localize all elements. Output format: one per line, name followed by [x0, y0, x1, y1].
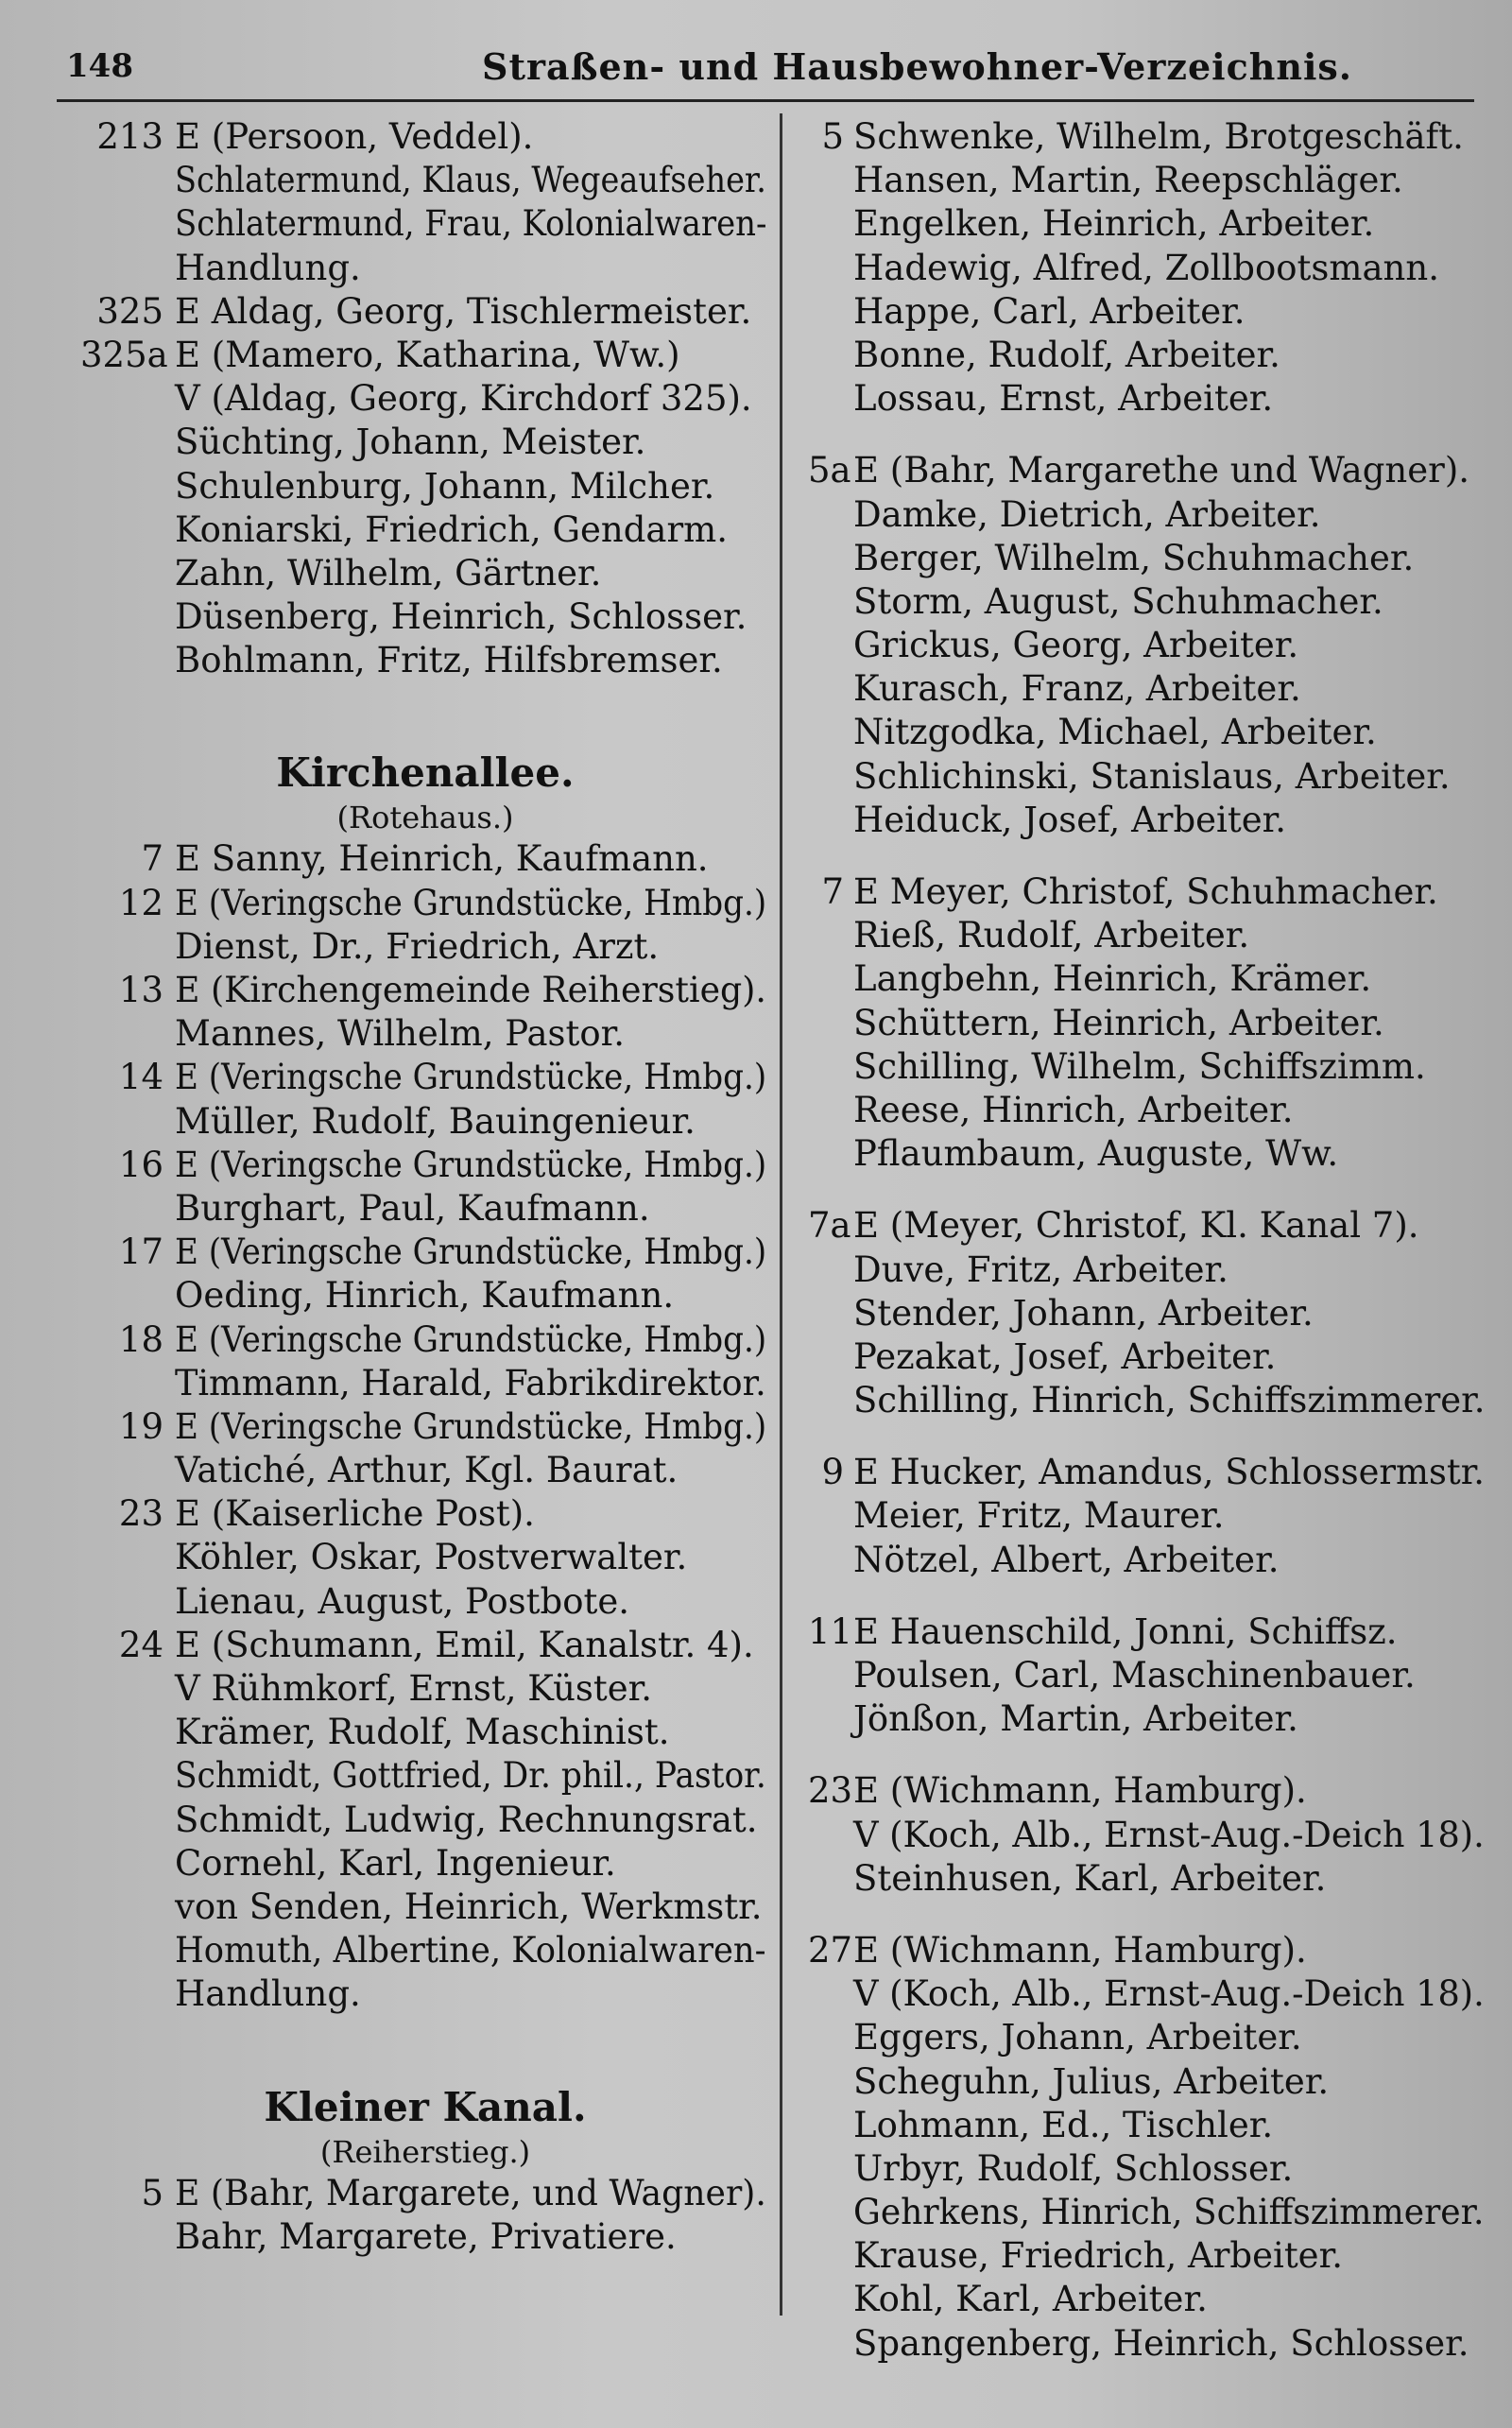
directory-entry	[80, 925, 770, 969]
house-number: 5	[821, 116, 844, 157]
entry-text: E (Persoon, Veddel).	[175, 116, 534, 157]
entry-text: von Senden, Heinrich, Werkmstr.	[175, 1886, 763, 1927]
entry-text: Hadewig, Alfred, Zollbootsmann.	[853, 247, 1439, 288]
entry-text: Lohmann, Ed., Tischler.	[853, 2104, 1274, 2145]
directory-entry	[80, 1929, 770, 1972]
directory-entry	[80, 1012, 770, 1056]
entry-text: Süchting, Johann, Meister.	[175, 422, 646, 463]
left-column	[80, 115, 770, 2259]
entry-text: Oeding, Hinrich, Kaufmann.	[175, 1275, 675, 1317]
directory-entry	[80, 552, 770, 595]
entry-text: Schlatermund, Klaus, Wegeaufseher.	[175, 160, 766, 201]
running-title: Straßen- und Hausbewohner-Verzeichnis.	[482, 45, 1353, 88]
entry-spacer	[808, 842, 1488, 870]
entry-text: Langbehn, Heinrich, Krämer.	[853, 958, 1372, 1000]
house-number: 325a	[80, 334, 168, 375]
entry-text: E (Kirchengemeinde Reiherstieg).	[175, 970, 766, 1010]
directory-entry	[808, 159, 1488, 202]
entry-text: E Sanny, Heinrich, Kaufmann.	[175, 838, 709, 880]
directory-entry	[80, 882, 770, 925]
entry-text: Schlichinski, Stanislaus, Arbeiter.	[853, 755, 1451, 797]
house-number: 18	[118, 1318, 163, 1360]
directory-entry	[808, 755, 1488, 799]
directory-entry	[808, 1769, 1488, 1813]
house-number: 13	[118, 970, 163, 1010]
entry-text: Reese, Hinrich, Arbeiter.	[853, 1089, 1294, 1130]
page-header	[57, 40, 1474, 96]
directory-entry	[80, 1187, 770, 1231]
entry-text: Müller, Rudolf, Bauingenieur.	[175, 1100, 696, 1142]
entry-spacer	[80, 682, 770, 749]
entry-text: E (Veringsche Grundstücke, Hmbg.)	[175, 1405, 767, 1447]
directory-entry	[808, 449, 1488, 492]
entry-text: Koniarski, Friedrich, Gendarm.	[175, 508, 729, 550]
directory-entry	[80, 1624, 770, 1667]
house-number: 325	[96, 290, 163, 332]
entry-text: Schmidt, Ludwig, Rechnungsrat.	[175, 1799, 758, 1840]
house-number: 23	[808, 1770, 853, 1812]
directory-entry	[80, 202, 770, 246]
entry-text: Lossau, Ernst, Arbeiter.	[853, 378, 1274, 420]
entry-text: E (Meyer, Christof, Kl. Kanal 7).	[853, 1205, 1419, 1247]
house-number: 17	[118, 1231, 163, 1273]
directory-entry	[808, 1089, 1488, 1132]
directory-entry	[808, 493, 1488, 537]
directory-entry	[808, 2147, 1488, 2191]
entry-text: Happe, Carl, Arbeiter.	[853, 290, 1246, 332]
directory-entry	[808, 202, 1488, 246]
directory-entry	[808, 2278, 1488, 2321]
directory-entry	[80, 290, 770, 334]
directory-entry	[808, 247, 1488, 290]
directory-entry	[80, 1362, 770, 1405]
entry-text: Schlatermund, Frau, Kolonialwaren-	[175, 203, 767, 245]
directory-entry	[80, 595, 770, 639]
entry-text: Krause, Friedrich, Arbeiter.	[853, 2235, 1343, 2277]
house-number: 16	[118, 1144, 163, 1185]
district-subheading: (Reiherstieg.)	[319, 2133, 531, 2170]
street-heading: Kirchenallee.	[276, 749, 575, 797]
entry-text: E (Bahr, Margarethe und Wagner).	[853, 450, 1470, 491]
entry-text: Stender, Johann, Arbeiter.	[853, 1292, 1314, 1334]
entry-text: Schüttern, Heinrich, Arbeiter.	[853, 1002, 1384, 1043]
directory-entry	[808, 1248, 1488, 1292]
directory-entry	[80, 465, 770, 508]
directory-entry	[80, 247, 770, 290]
entry-text: Düsenberg, Heinrich, Schlosser.	[175, 596, 747, 638]
column-divider	[780, 113, 782, 2316]
page-number: 148	[66, 47, 133, 85]
directory-entry	[80, 421, 770, 464]
house-number: 11	[808, 1610, 853, 1652]
directory-entry	[80, 115, 770, 159]
directory-entry	[808, 1494, 1488, 1538]
directory-entry	[80, 1274, 770, 1317]
directory-entry	[80, 1667, 770, 1711]
entry-text: V Rühmkorf, Ernst, Küster.	[175, 1668, 653, 1709]
house-number: 23	[118, 1493, 163, 1535]
directory-entry	[80, 1318, 770, 1362]
entry-text: Rieß, Rudolf, Arbeiter.	[853, 915, 1250, 956]
entry-text: Schilling, Hinrich, Schiffszimmerer.	[853, 1380, 1486, 1421]
entry-text: Eggers, Johann, Arbeiter.	[853, 2017, 1302, 2058]
entry-spacer	[808, 1582, 1488, 1610]
directory-entry	[808, 115, 1488, 159]
entry-spacer	[808, 1176, 1488, 1204]
entry-text: Vatiché, Arthur, Kgl. Baurat.	[175, 1450, 679, 1491]
entry-text: E (Veringsche Grundstücke, Hmbg.)	[175, 1231, 767, 1273]
directory-entry	[808, 2016, 1488, 2059]
entry-text: Spangenberg, Heinrich, Schlosser.	[853, 2322, 1469, 2364]
directory-entry	[80, 1799, 770, 1842]
entry-text: Nitzgodka, Michael, Arbeiter.	[853, 712, 1377, 753]
entry-text: E (Veringsche Grundstücke, Hmbg.)	[175, 1318, 767, 1360]
entry-text: Damke, Dietrich, Arbeiter.	[853, 493, 1321, 535]
house-number: 27	[808, 1929, 853, 1971]
directory-entry	[808, 377, 1488, 421]
directory-entry	[80, 1842, 770, 1886]
directory-entry	[80, 1580, 770, 1624]
entry-text: E (Kaiserliche Post).	[175, 1493, 535, 1535]
entry-text: Lienau, August, Postbote.	[175, 1580, 629, 1622]
directory-entry	[80, 1711, 770, 1754]
directory-entry	[808, 1610, 1488, 1654]
entry-text: E (Bahr, Margarete, und Wagner).	[175, 2172, 766, 2213]
directory-entry	[808, 624, 1488, 667]
entry-spacer	[808, 421, 1488, 449]
entry-text: V (Koch, Alb., Ernst-Aug.-Deich 18).	[853, 1814, 1485, 1855]
directory-entry	[808, 957, 1488, 1001]
directory-entry	[808, 1132, 1488, 1176]
directory-entry	[80, 1886, 770, 1929]
directory-entry	[80, 2215, 770, 2259]
house-number: 5	[141, 2172, 163, 2213]
entry-text: Köhler, Oskar, Postverwalter.	[175, 1537, 688, 1578]
house-number: 7	[141, 838, 163, 880]
entry-spacer	[808, 1741, 1488, 1769]
entry-text: E (Wichmann, Hamburg).	[853, 1770, 1307, 1812]
entry-text: Urbyr, Rudolf, Schlosser.	[853, 2147, 1294, 2189]
directory-entry	[808, 2191, 1488, 2234]
entry-text: Handlung.	[175, 1973, 361, 2015]
directory-entry	[808, 580, 1488, 624]
entry-text: Hansen, Martin, Reepschläger.	[853, 160, 1403, 201]
entry-text: Storm, August, Schuhmacher.	[853, 580, 1383, 622]
house-number: 12	[118, 882, 163, 923]
directory-entry	[808, 1654, 1488, 1697]
directory-entry	[808, 1204, 1488, 1248]
directory-entry	[808, 1972, 1488, 2016]
entry-text: Pezakat, Josef, Arbeiter.	[853, 1335, 1277, 1377]
entry-text: Dienst, Dr., Friedrich, Arzt.	[175, 925, 660, 967]
house-number: 9	[821, 1452, 844, 1493]
entry-text: Schwenke, Wilhelm, Brotgeschäft.	[853, 116, 1464, 157]
entry-text: E (Veringsche Grundstücke, Hmbg.)	[175, 1144, 767, 1185]
house-number: 7a	[808, 1205, 851, 1247]
directory-entry	[808, 667, 1488, 711]
entry-text: E Hucker, Amandus, Schlossermstr.	[853, 1452, 1485, 1493]
directory-entry	[808, 1379, 1488, 1422]
entry-text: Bonne, Rudolf, Arbeiter.	[853, 334, 1280, 375]
entry-text: Duve, Fritz, Arbeiter.	[853, 1248, 1228, 1290]
directory-entry	[80, 1231, 770, 1274]
directory-entry	[808, 2234, 1488, 2278]
directory-entry	[80, 159, 770, 202]
directory-entry	[808, 1045, 1488, 1089]
entry-text: Mannes, Wilhelm, Pastor.	[175, 1013, 626, 1055]
entry-text: E (Veringsche Grundstücke, Hmbg.)	[175, 1057, 767, 1098]
directory-entry	[808, 711, 1488, 754]
entry-text: E Meyer, Christof, Schuhmacher.	[853, 871, 1438, 912]
entry-text: Jönßon, Martin, Arbeiter.	[853, 1698, 1298, 1740]
entry-text: E (Wichmann, Hamburg).	[853, 1929, 1307, 1971]
directory-entry	[808, 1451, 1488, 1494]
house-number: 14	[118, 1057, 163, 1098]
directory-entry	[80, 1056, 770, 1099]
directory-entry	[808, 1929, 1488, 1972]
entry-text: Meier, Fritz, Maurer.	[853, 1495, 1225, 1537]
house-number: 213	[96, 116, 163, 157]
directory-entry	[80, 639, 770, 682]
entry-text: Krämer, Rudolf, Maschinist.	[175, 1712, 670, 1753]
entry-text: Schilling, Wilhelm, Schiffszimm.	[853, 1045, 1426, 1087]
entry-text: Burghart, Paul, Kaufmann.	[175, 1187, 650, 1229]
entry-text: Zahn, Wilhelm, Gärtner.	[175, 552, 602, 594]
directory-entry	[80, 1492, 770, 1536]
house-number: 7	[821, 871, 844, 912]
directory-entry	[808, 537, 1488, 580]
directory-entry	[808, 1697, 1488, 1741]
entry-text: Kurasch, Franz, Arbeiter.	[853, 668, 1301, 710]
directory-entry	[808, 334, 1488, 377]
entry-text: Scheguhn, Julius, Arbeiter.	[853, 2060, 1330, 2102]
directory-entry	[80, 837, 770, 881]
directory-entry	[80, 1405, 770, 1449]
right-column	[808, 115, 1488, 2366]
directory-entry	[808, 799, 1488, 842]
directory-entry	[80, 1449, 770, 1492]
entry-spacer	[808, 1901, 1488, 1929]
street-heading: Kleiner Kanal.	[264, 2083, 587, 2130]
directory-entry	[80, 2172, 770, 2215]
entry-text: Gehrkens, Hinrich, Schiffszimmerer.	[853, 2192, 1485, 2233]
entry-text: Steinhusen, Karl, Arbeiter.	[853, 1857, 1327, 1899]
directory-entry	[80, 1536, 770, 1579]
entry-text: Timmann, Harald, Fabrikdirektor.	[175, 1362, 766, 1403]
entry-text: Poulsen, Carl, Maschinenbauer.	[853, 1655, 1416, 1696]
entry-text: Bahr, Margarete, Privatiere.	[175, 2215, 677, 2257]
directory-entry	[80, 334, 770, 377]
house-number: 5a	[808, 450, 851, 491]
directory-entry	[80, 1972, 770, 2016]
directory-entry	[808, 1002, 1488, 1045]
entry-text: V (Aldag, Georg, Kirchdorf 325).	[175, 378, 752, 420]
house-number: 19	[118, 1405, 163, 1447]
directory-entry	[808, 2104, 1488, 2147]
entry-text: E Aldag, Georg, Tischlermeister.	[175, 290, 752, 332]
entry-text: E Hauenschild, Jonni, Schiffsz.	[853, 1610, 1398, 1652]
header-rule	[57, 99, 1474, 102]
entry-text: Bohlmann, Fritz, Hilfsbremser.	[175, 640, 723, 681]
entry-text: V (Koch, Alb., Ernst-Aug.-Deich 18).	[853, 1973, 1485, 2015]
directory-entry	[808, 870, 1488, 914]
directory-entry	[808, 1292, 1488, 1335]
entry-text: Engelken, Heinrich, Arbeiter.	[853, 203, 1375, 245]
directory-entry	[80, 1100, 770, 1144]
directory-entry	[80, 1754, 770, 1798]
directory-entry	[808, 290, 1488, 334]
entry-text: E (Veringsche Grundstücke, Hmbg.)	[175, 882, 767, 923]
entry-text: Pflaumbaum, Auguste, Ww.	[853, 1133, 1339, 1175]
entry-text: E (Schumann, Emil, Kanalstr. 4).	[175, 1624, 754, 1665]
entry-text: E (Mamero, Katharina, Ww.)	[175, 334, 680, 375]
directory-entry	[808, 1814, 1488, 1857]
directory-entry	[80, 1144, 770, 1187]
entry-text: Schmidt, Gottfried, Dr. phil., Pastor.	[175, 1755, 766, 1797]
entry-text: Schulenburg, Johann, Milcher.	[175, 465, 715, 507]
entry-text: Kohl, Karl, Arbeiter.	[853, 2279, 1208, 2320]
entry-text: Handlung.	[175, 247, 361, 288]
entry-spacer	[808, 1422, 1488, 1451]
directory-entry	[808, 1335, 1488, 1379]
directory-entry	[808, 2322, 1488, 2366]
directory-entry	[808, 1539, 1488, 1582]
entry-text: Berger, Wilhelm, Schuhmacher.	[853, 537, 1415, 578]
directory-entry	[808, 1857, 1488, 1901]
entry-text: Cornehl, Karl, Ingenieur.	[175, 1842, 616, 1884]
district-subheading: (Rotehaus.)	[336, 800, 514, 836]
directory-entry	[80, 508, 770, 552]
entry-text: Nötzel, Albert, Arbeiter.	[853, 1539, 1280, 1580]
entry-text: Grickus, Georg, Arbeiter.	[853, 625, 1299, 666]
house-number: 24	[118, 1624, 163, 1665]
entry-spacer	[80, 2017, 770, 2083]
directory-entry	[80, 377, 770, 421]
directory-entry	[808, 914, 1488, 957]
entry-text: Heiduck, Josef, Arbeiter.	[853, 799, 1287, 840]
entry-text: Homuth, Albertine, Kolonialwaren-	[175, 1930, 766, 1972]
directory-entry	[80, 969, 770, 1012]
directory-entry	[808, 2060, 1488, 2104]
